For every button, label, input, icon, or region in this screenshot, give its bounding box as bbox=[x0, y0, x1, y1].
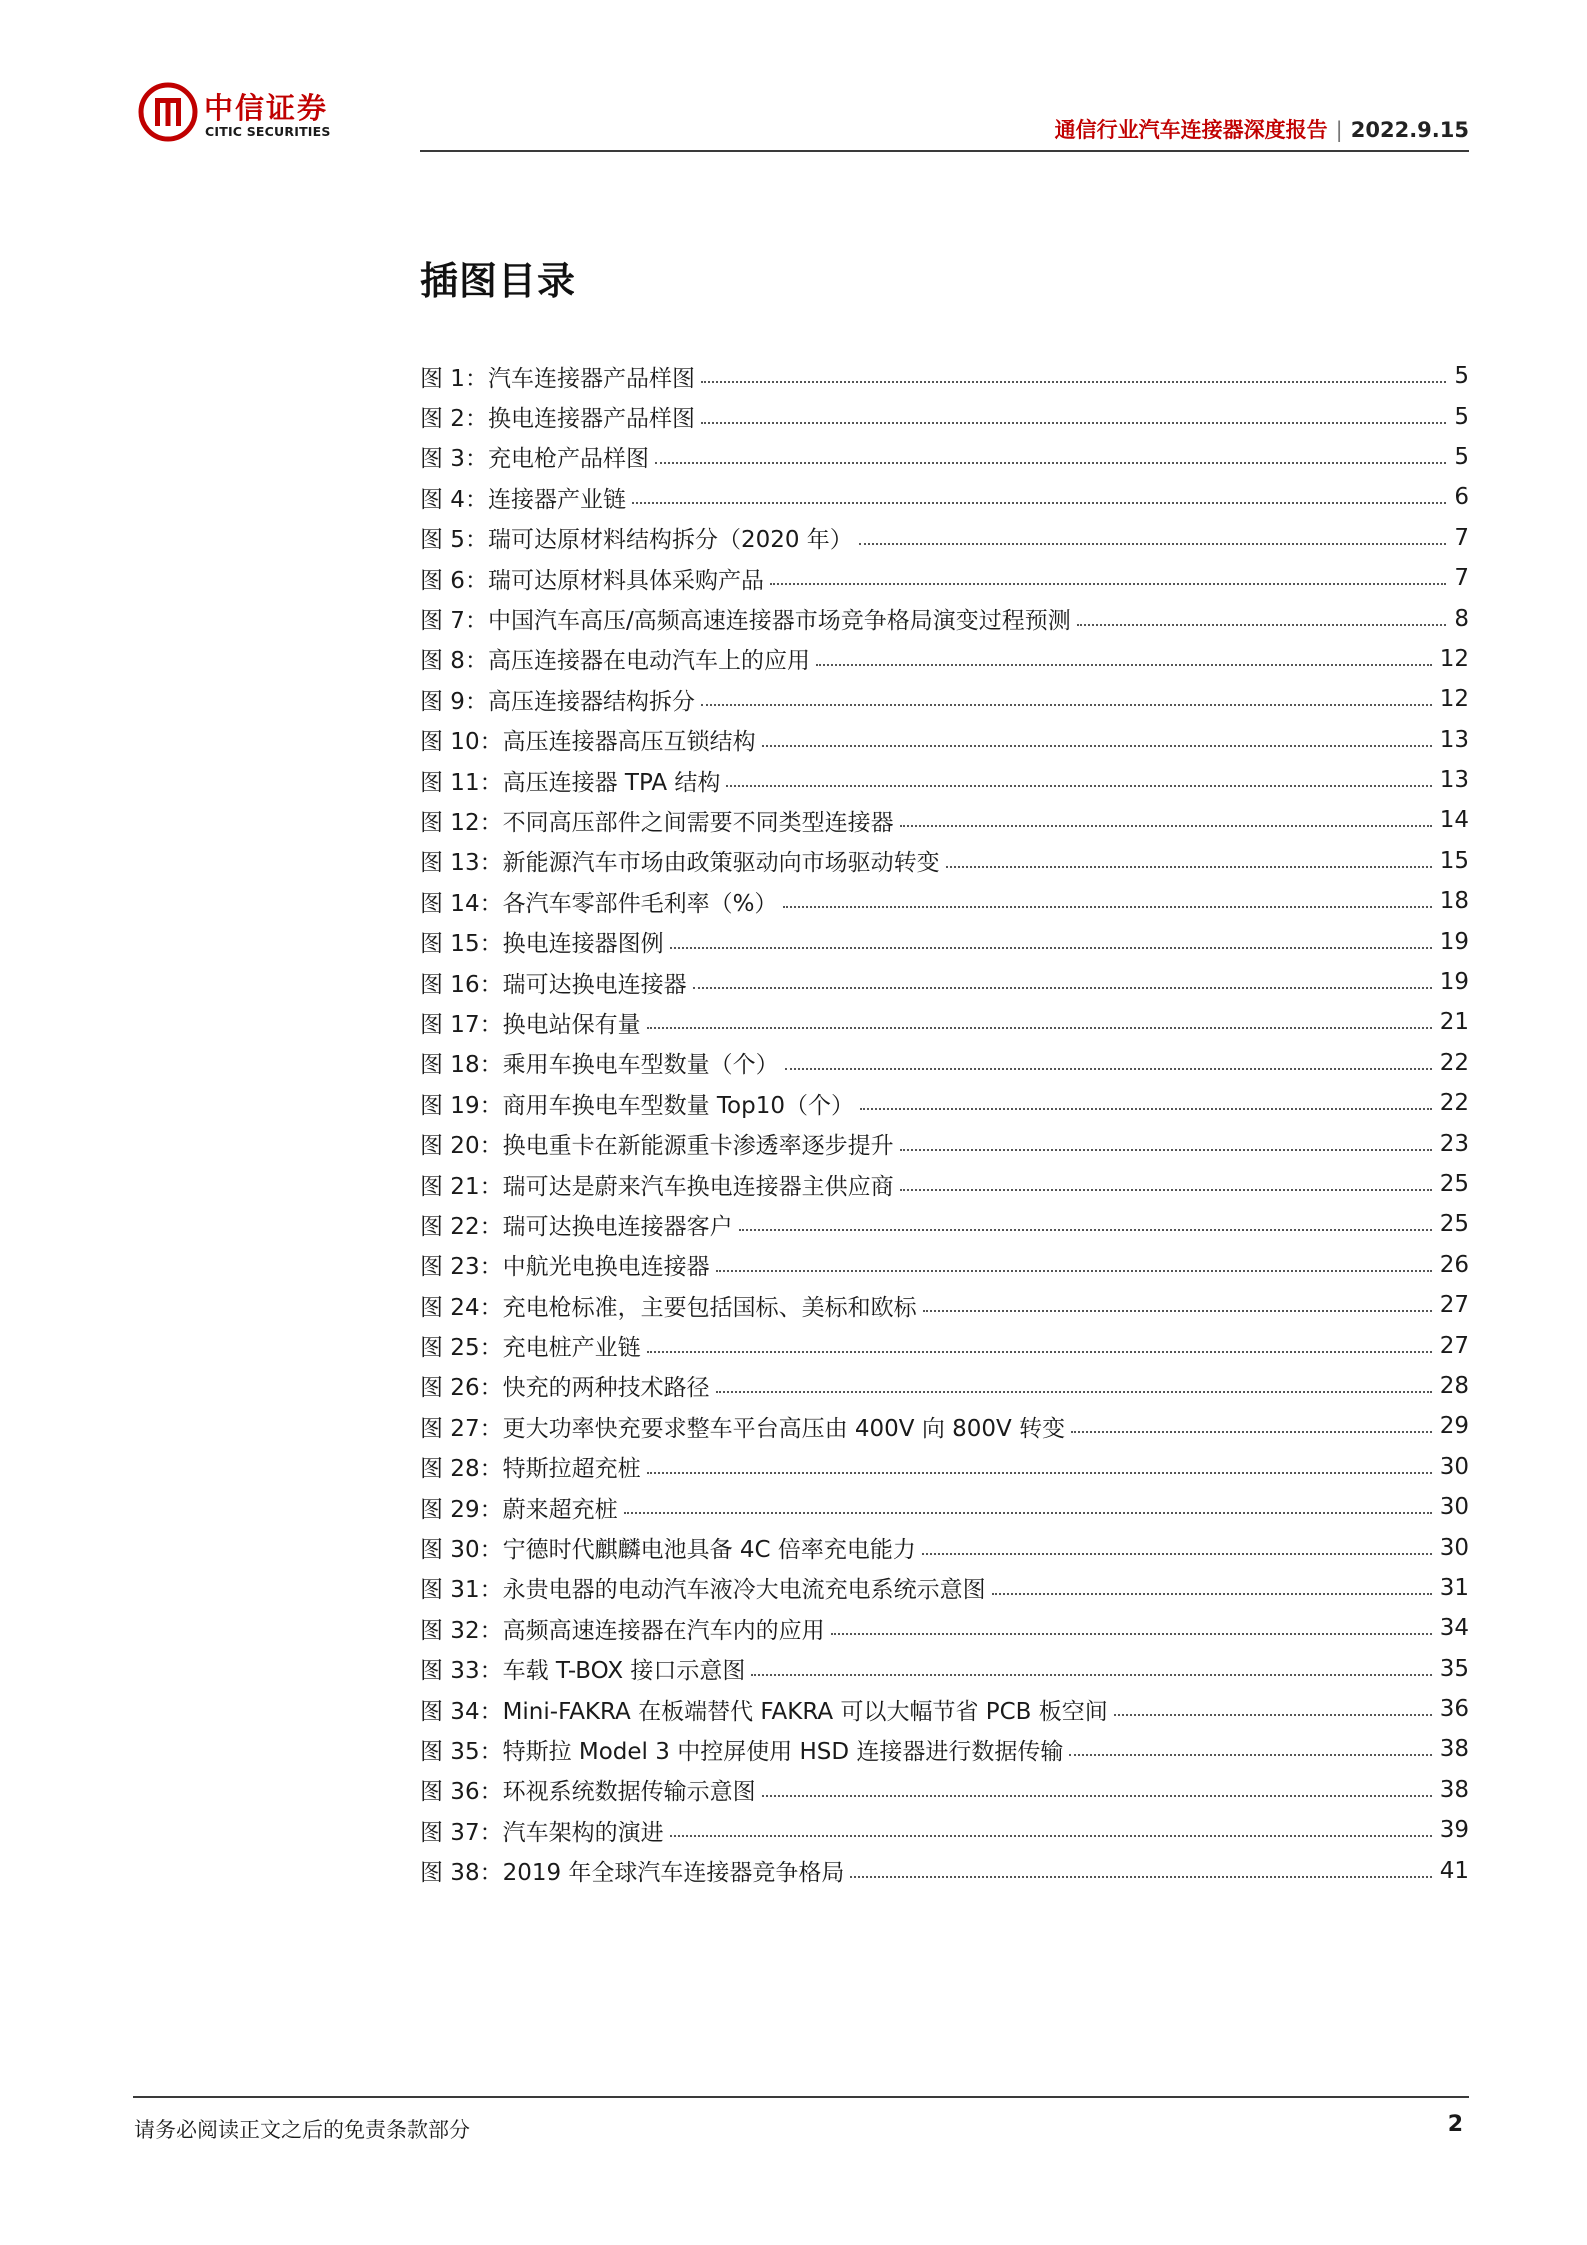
toc-dot-leader bbox=[850, 1876, 1431, 1878]
toc-entry-label: 图 29：蔚来超充桩 bbox=[420, 1496, 618, 1523]
toc-entry-label: 图 23：中航光电换电连接器 bbox=[420, 1254, 710, 1281]
toc-entry-label: 图 4：连接器产业链 bbox=[420, 486, 626, 513]
toc-entry-label: 图 12：不同高压部件之间需要不同类型连接器 bbox=[420, 809, 894, 836]
toc-dot-leader bbox=[670, 1835, 1432, 1837]
toc-entry-page: 13 bbox=[1439, 767, 1469, 794]
toc-entry-label: 图 26：快充的两种技术路径 bbox=[420, 1375, 710, 1402]
footer-disclaimer: 请务必阅读正文之后的免责条款部分 bbox=[134, 2118, 470, 2142]
toc-entry-page: 15 bbox=[1439, 847, 1469, 874]
toc-entry[interactable] bbox=[420, 800, 1469, 840]
toc-entry[interactable] bbox=[420, 518, 1469, 558]
toc-entry-page: 23 bbox=[1439, 1130, 1469, 1157]
citic-logo bbox=[138, 82, 360, 142]
toc-entry-label: 图 24：充电枪标准，主要包括国标、美标和欧标 bbox=[420, 1294, 917, 1321]
toc-dot-leader bbox=[701, 381, 1446, 383]
toc-entry-page: 26 bbox=[1439, 1251, 1469, 1278]
toc-entry-label: 图 3：充电枪产品样图 bbox=[420, 446, 649, 473]
toc-entry-page: 13 bbox=[1439, 726, 1469, 753]
toc-entry-page: 5 bbox=[1454, 363, 1469, 390]
figure-index-list bbox=[420, 356, 1469, 1891]
toc-entry-label: 图 8：高压连接器在电动汽车上的应用 bbox=[420, 648, 810, 675]
toc-entry[interactable] bbox=[420, 598, 1469, 638]
toc-entry-label: 图 20：换电重卡在新能源重卡渗透率逐步提升 bbox=[420, 1133, 894, 1160]
toc-entry-page: 5 bbox=[1454, 403, 1469, 430]
toc-entry[interactable] bbox=[420, 396, 1469, 436]
toc-entry-page: 12 bbox=[1439, 645, 1469, 672]
toc-entry-label: 图 1：汽车连接器产品样图 bbox=[420, 365, 695, 392]
toc-entry-page: 12 bbox=[1439, 686, 1469, 713]
toc-dot-leader bbox=[900, 1149, 1432, 1151]
toc-entry[interactable] bbox=[420, 1568, 1469, 1608]
toc-entry[interactable] bbox=[420, 881, 1469, 921]
toc-dot-leader bbox=[770, 583, 1446, 585]
toc-entry[interactable] bbox=[420, 1366, 1469, 1406]
toc-entry-label: 图 27：更大功率快充要求整车平台高压由 400V 向 800V 转变 bbox=[420, 1415, 1066, 1442]
toc-entry[interactable] bbox=[420, 1770, 1469, 1810]
toc-dot-leader bbox=[739, 1229, 1432, 1231]
toc-entry-label: 图 5：瑞可达原材料结构拆分（2020 年） bbox=[420, 527, 853, 554]
toc-dot-leader bbox=[783, 906, 1431, 908]
toc-entry-label: 图 16：瑞可达换电连接器 bbox=[420, 971, 687, 998]
toc-dot-leader bbox=[1071, 1431, 1432, 1433]
toc-entry-label: 图 33：车载 T-BOX 接口示意图 bbox=[420, 1658, 746, 1685]
toc-entry[interactable] bbox=[420, 1285, 1469, 1325]
toc-entry-page: 7 bbox=[1454, 565, 1469, 592]
toc-entry-label: 图 10：高压连接器高压互锁结构 bbox=[420, 729, 756, 756]
toc-entry-page: 36 bbox=[1439, 1696, 1469, 1723]
toc-entry-page: 35 bbox=[1439, 1655, 1469, 1682]
toc-entry[interactable] bbox=[420, 477, 1469, 517]
toc-entry-label: 图 34：Mini-FAKRA 在板端替代 FAKRA 可以大幅节省 PCB 板空间 bbox=[420, 1698, 1108, 1725]
toc-entry[interactable] bbox=[420, 1608, 1469, 1648]
toc-entry-page: 6 bbox=[1454, 484, 1469, 511]
toc-entry[interactable] bbox=[420, 1810, 1469, 1850]
toc-dot-leader bbox=[716, 1391, 1432, 1393]
toc-dot-leader bbox=[716, 1270, 1432, 1272]
page-number: 2 bbox=[1447, 2112, 1463, 2137]
toc-entry[interactable] bbox=[420, 921, 1469, 961]
toc-entry-label: 图 7：中国汽车高压/高频高速连接器市场竞争格局演变过程预测 bbox=[420, 608, 1071, 635]
toc-dot-leader bbox=[632, 502, 1446, 504]
toc-entry[interactable] bbox=[420, 1729, 1469, 1769]
toc-entry-label: 图 9：高压连接器结构拆分 bbox=[420, 688, 695, 715]
toc-entry-page: 19 bbox=[1439, 928, 1469, 955]
toc-dot-leader bbox=[900, 825, 1432, 827]
toc-dot-leader bbox=[1077, 624, 1447, 626]
toc-dot-leader bbox=[922, 1553, 1432, 1555]
toc-entry-label: 图 11：高压连接器 TPA 结构 bbox=[420, 769, 721, 796]
toc-dot-leader bbox=[701, 422, 1446, 424]
toc-entry[interactable] bbox=[420, 1204, 1469, 1244]
toc-entry-label: 图 14：各汽车零部件毛利率（%） bbox=[420, 890, 778, 917]
toc-entry[interactable] bbox=[420, 760, 1469, 800]
report-date: 2022.9.15 bbox=[1350, 118, 1469, 142]
toc-entry[interactable] bbox=[420, 1487, 1469, 1527]
toc-entry-page: 8 bbox=[1454, 605, 1469, 632]
toc-dot-leader bbox=[860, 1108, 1432, 1110]
toc-dot-leader bbox=[992, 1593, 1432, 1595]
toc-entry-label: 图 31：永贵电器的电动汽车液冷大电流充电系统示意图 bbox=[420, 1577, 986, 1604]
header-separator: | bbox=[1335, 118, 1343, 142]
toc-entry-page: 30 bbox=[1439, 1494, 1469, 1521]
toc-entry[interactable] bbox=[420, 1043, 1469, 1083]
report-header bbox=[1055, 114, 1469, 144]
toc-entry-label: 图 21：瑞可达是蔚来汽车换电连接器主供应商 bbox=[420, 1173, 894, 1200]
toc-entry-page: 25 bbox=[1439, 1211, 1469, 1238]
toc-entry-page: 41 bbox=[1439, 1857, 1469, 1884]
toc-entry-page: 31 bbox=[1439, 1574, 1469, 1601]
toc-entry[interactable] bbox=[420, 558, 1469, 598]
toc-entry-page: 5 bbox=[1454, 443, 1469, 470]
toc-entry-label: 图 30：宁德时代麒麟电池具备 4C 倍率充电能力 bbox=[420, 1537, 916, 1564]
toc-entry[interactable] bbox=[420, 1083, 1469, 1123]
toc-entry-label: 图 38：2019 年全球汽车连接器竞争格局 bbox=[420, 1860, 845, 1887]
toc-entry[interactable] bbox=[420, 1245, 1469, 1285]
toc-entry-label: 图 25：充电桩产业链 bbox=[420, 1335, 641, 1362]
page-title: 插图目录 bbox=[420, 259, 577, 303]
toc-entry-page: 30 bbox=[1439, 1453, 1469, 1480]
toc-entry-page: 25 bbox=[1439, 1171, 1469, 1197]
toc-entry-label: 图 19：商用车换电车型数量 Top10（个） bbox=[420, 1092, 854, 1119]
toc-entry-page: 27 bbox=[1439, 1332, 1469, 1359]
toc-entry-label: 图 2：换电连接器产品样图 bbox=[420, 406, 695, 433]
toc-dot-leader bbox=[624, 1512, 1432, 1514]
toc-entry-label: 图 6：瑞可达原材料具体采购产品 bbox=[420, 567, 764, 594]
toc-entry-label: 图 18：乘用车换电车型数量（个） bbox=[420, 1052, 779, 1079]
toc-entry-label: 图 32：高频高速连接器在汽车内的应用 bbox=[420, 1617, 825, 1644]
toc-entry[interactable] bbox=[420, 1447, 1469, 1487]
toc-dot-leader bbox=[923, 1310, 1432, 1312]
toc-entry-label: 图 22：瑞可达换电连接器客户 bbox=[420, 1213, 733, 1240]
toc-entry-page: 18 bbox=[1439, 888, 1469, 915]
toc-dot-leader bbox=[785, 1068, 1432, 1070]
toc-entry-page: 38 bbox=[1439, 1776, 1469, 1803]
toc-entry-label: 图 28：特斯拉超充桩 bbox=[420, 1456, 641, 1483]
toc-dot-leader bbox=[1114, 1714, 1432, 1716]
toc-dot-leader bbox=[751, 1674, 1431, 1676]
toc-entry[interactable] bbox=[420, 639, 1469, 679]
toc-entry-page: 34 bbox=[1439, 1615, 1469, 1642]
logo-chinese-name: 中信证券 bbox=[204, 91, 329, 125]
toc-entry[interactable] bbox=[420, 1850, 1469, 1890]
toc-dot-leader bbox=[831, 1633, 1432, 1635]
toc-entry-page: 39 bbox=[1439, 1817, 1469, 1844]
toc-dot-leader bbox=[726, 785, 1431, 787]
toc-entry[interactable] bbox=[420, 841, 1469, 881]
report-title: 通信行业汽车连接器深度报告 bbox=[1054, 118, 1328, 142]
toc-dot-leader bbox=[647, 1027, 1432, 1029]
toc-entry[interactable] bbox=[420, 1689, 1469, 1729]
toc-dot-leader bbox=[900, 1189, 1432, 1191]
toc-entry-label: 图 35：特斯拉 Model 3 中控屏使用 HSD 连接器进行数据传输 bbox=[420, 1738, 1064, 1765]
toc-entry-label: 图 36：环视系统数据传输示意图 bbox=[420, 1779, 756, 1806]
toc-entry-page: 27 bbox=[1439, 1292, 1469, 1319]
toc-entry[interactable] bbox=[420, 962, 1469, 1002]
toc-entry[interactable] bbox=[420, 356, 1469, 396]
toc-dot-leader bbox=[670, 947, 1432, 949]
toc-entry[interactable] bbox=[420, 1527, 1469, 1567]
toc-dot-leader bbox=[693, 987, 1432, 989]
toc-entry-page: 29 bbox=[1439, 1413, 1469, 1440]
citic-logo-mark-icon bbox=[138, 82, 198, 142]
toc-dot-leader bbox=[701, 704, 1432, 706]
toc-dot-leader bbox=[816, 664, 1432, 666]
toc-dot-leader bbox=[647, 1351, 1432, 1353]
toc-dot-leader bbox=[1069, 1754, 1431, 1756]
toc-entry-page: 7 bbox=[1454, 524, 1469, 551]
toc-entry-label: 图 17：换电站保有量 bbox=[420, 1011, 641, 1038]
toc-dot-leader bbox=[762, 745, 1432, 747]
toc-entry-page: 19 bbox=[1439, 969, 1469, 996]
toc-entry[interactable] bbox=[420, 1164, 1469, 1204]
toc-entry-page: 21 bbox=[1439, 1009, 1469, 1036]
toc-entry-label: 图 13：新能源汽车市场由政策驱动向市场驱动转变 bbox=[420, 850, 940, 877]
toc-dot-leader bbox=[647, 1472, 1432, 1474]
toc-entry-label: 图 37：汽车架构的演进 bbox=[420, 1819, 664, 1846]
toc-entry-page: 30 bbox=[1439, 1534, 1469, 1561]
toc-entry[interactable] bbox=[420, 1406, 1469, 1446]
toc-entry[interactable] bbox=[420, 679, 1469, 719]
toc-entry-page: 14 bbox=[1439, 807, 1469, 834]
header-divider bbox=[420, 150, 1469, 152]
toc-entry-page: 22 bbox=[1439, 1049, 1469, 1076]
toc-entry[interactable] bbox=[420, 1123, 1469, 1163]
toc-entry[interactable] bbox=[420, 437, 1469, 477]
toc-entry[interactable] bbox=[420, 720, 1469, 760]
toc-entry[interactable] bbox=[420, 1325, 1469, 1365]
toc-entry[interactable] bbox=[420, 1002, 1469, 1042]
toc-entry-page: 28 bbox=[1439, 1372, 1469, 1399]
toc-dot-leader bbox=[946, 866, 1432, 868]
toc-dot-leader bbox=[859, 543, 1447, 545]
footer-divider bbox=[133, 2096, 1469, 2098]
toc-entry[interactable] bbox=[420, 1649, 1469, 1689]
toc-entry-page: 38 bbox=[1439, 1736, 1469, 1763]
toc-entry-label: 图 15：换电连接器图例 bbox=[420, 931, 664, 958]
toc-entry-page: 22 bbox=[1439, 1090, 1469, 1117]
logo-english-name: CITIC SECURITIES bbox=[205, 124, 331, 139]
toc-dot-leader bbox=[762, 1795, 1432, 1797]
toc-dot-leader bbox=[655, 462, 1446, 464]
